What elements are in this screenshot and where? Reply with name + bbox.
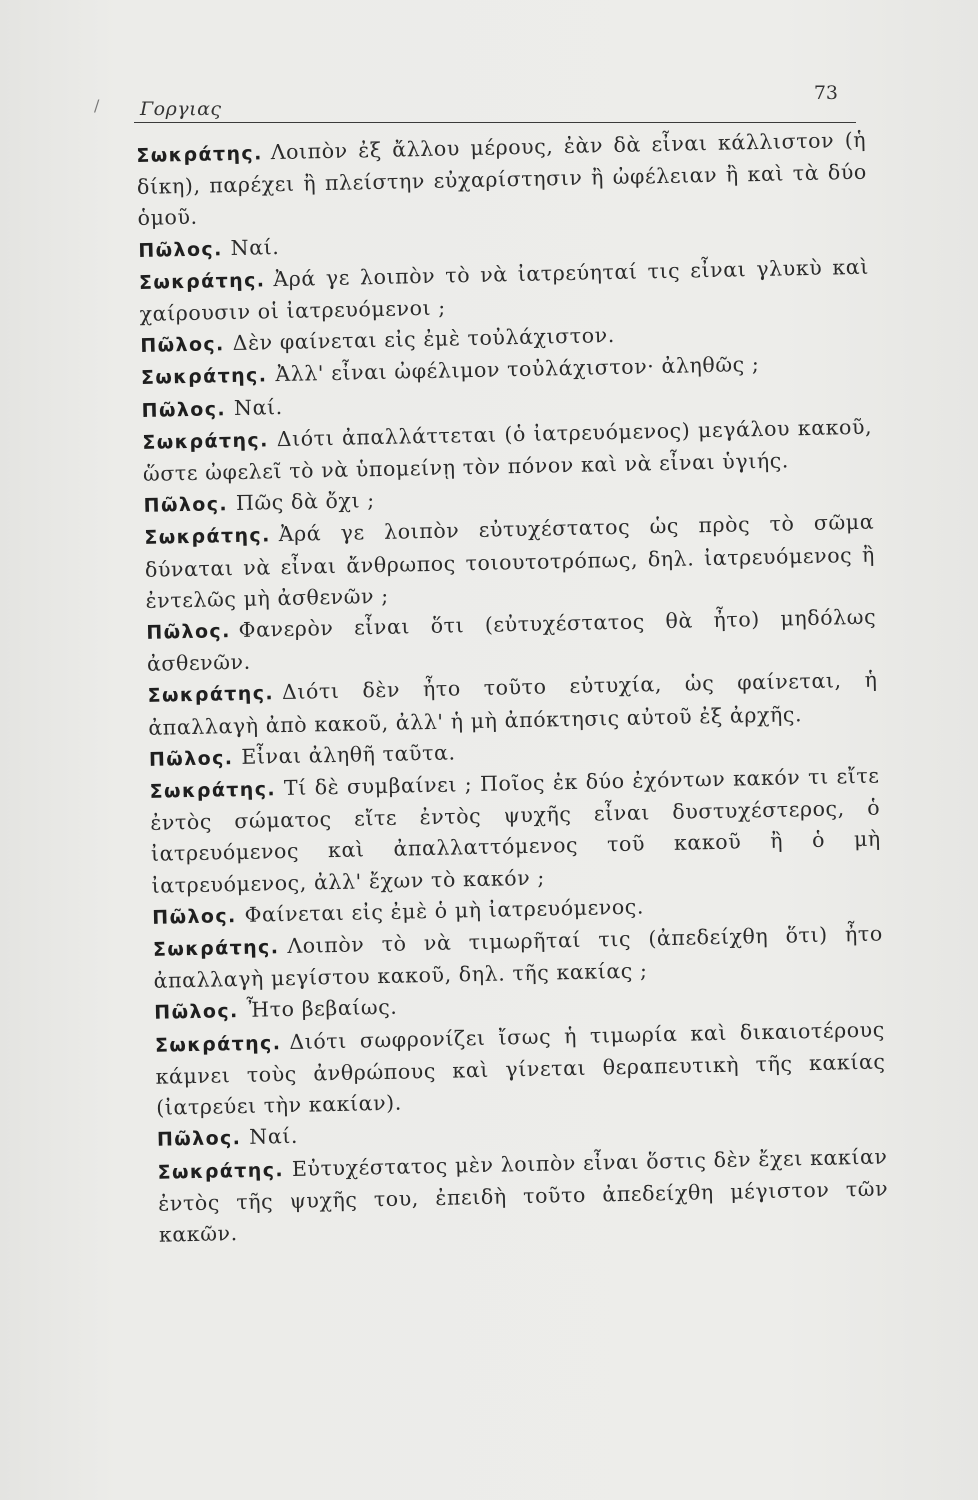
speaker-name: Πῶλος. bbox=[146, 620, 231, 644]
dialogue-turn bbox=[155, 1014, 887, 1124]
speech-text: Δὲν φαίνεται εἰς ἐμὲ τοὐλάχιστον. bbox=[232, 323, 616, 356]
speech-text: Τί δὲ συμβαίνει ; Ποῖος ἐκ δύο ἐχόντων κακόν τι εἴτε ἐντὸς σώματος εἴτε ἐντὸς ψυχῆς εἶναι δυστυχέστερος, ὁ ἰατρευόμενος καὶ ἀπαλλαττόμενος τοῦ κακοῦ ἢ ὁ μὴ ἰατρευόμενος, ἀλλ' ἔχων τὸ κακόν ; bbox=[150, 763, 882, 898]
speaker-name: Πῶλος. bbox=[156, 1127, 242, 1152]
speaker-name: Πῶλος. bbox=[154, 1000, 239, 1025]
speech-text: Εἶναι ἀληθῆ ταῦτα. bbox=[241, 740, 456, 769]
speech-text: Φανερὸν εἶναι ὅτι (εὐτυχέστατος θὰ ἦτο) μηδόλως ἀσθενῶν. bbox=[146, 604, 877, 677]
speech-text: Ναί. bbox=[233, 394, 283, 420]
speech-text: Πῶς δὰ ὄχι ; bbox=[235, 488, 375, 516]
speech-text: Λοιπὸν ἐξ ἄλλου μέρους, ἐὰν δὰ εἶναι κάλλιστον (ἡ δίκη), παρέχει ἢ πλείστην εὐχαρίστησιν ἢ ὠφέλειαν ἢ καὶ τὰ δύο ὁμοῦ. bbox=[136, 127, 868, 231]
speech-text: Λοιπὸν τὸ νὰ τιμωρῆταί τις (ἀπεδείχθη ὅτι) ἦτο ἀπαλλαγὴ μεγίστου κακοῦ, δηλ. τῆς κακίας ; bbox=[153, 921, 884, 994]
speaker-name: Σωκράτης. bbox=[144, 524, 271, 550]
speech-text: Διότι ἀπαλλάττεται (ὁ ἰατρευόμενος) μεγάλου κακοῦ, ὥστε ὠφελεῖ τὸ νὰ ὑπομείνῃ τὸν πόνον καὶ νὰ εἶναι ὑγιής. bbox=[142, 414, 873, 486]
speaker-name: Σωκράτης. bbox=[154, 1031, 282, 1057]
page-header bbox=[134, 82, 856, 123]
speech-text: Διότι δὲν ἦτο τοῦτο εὐτυχία, ὡς φαίνεται, ἡ ἀπαλλαγὴ ἀπὸ κακοῦ, ἀλλ' ἡ μὴ ἀπόκτησις αὐτοῦ ἐξ ἀρχῆς. bbox=[148, 668, 878, 740]
speech-text: Ἀλλ' εἶναι ὠφέλιμον τοὐλάχιστον· ἀληθῶς ; bbox=[275, 352, 760, 387]
speech-text: Ναί. bbox=[249, 1124, 299, 1150]
speech-text: Φαίνεται εἰς ἐμὲ ὁ μὴ ἰατρευόμενος. bbox=[244, 894, 645, 927]
speaker-name: Σωκράτης. bbox=[149, 778, 277, 803]
speaker-name: Σωκράτης. bbox=[152, 936, 280, 961]
running-title: Γοργιας bbox=[140, 98, 222, 120]
speaker-name: Πῶλος. bbox=[140, 333, 225, 358]
speaker-name: Σωκράτης. bbox=[140, 364, 268, 390]
dialogue-turn bbox=[157, 1141, 889, 1251]
speech-text: Εὐτυχέστατος μὲν λοιπὸν εἶναι ὅστις δὲν ἔχει κακίαν ἐντὸς τῆς ψυχῆς του, ἐπειδὴ τοῦτο ἀπεδείχθη μέγιστον τῶν κακῶν. bbox=[158, 1143, 889, 1247]
dialogue-turn bbox=[149, 761, 881, 902]
speech-text: Ναί. bbox=[230, 234, 280, 260]
stray-mark: / bbox=[94, 96, 100, 115]
speaker-name: Σωκράτης. bbox=[157, 1158, 285, 1184]
speaker-name: Πῶλος. bbox=[143, 493, 229, 518]
speaker-name: Σωκράτης. bbox=[136, 142, 263, 167]
dialogue-turn bbox=[136, 125, 868, 235]
dialogue-turn bbox=[144, 507, 876, 617]
speech-text: Διότι σωφρονίζει ἴσως ἡ τιμωρία καὶ δικαιοτέρους κάμνει τοὺς ἀνθρώπους καὶ γίνεται θεραπευτικὴ τῆς κακίας (ἰατρεύει τὴν κακίαν). bbox=[155, 1017, 886, 1120]
page-number: 73 bbox=[813, 82, 838, 104]
speech-text: Ἀρά γε λοιπὸν εὐτυχέστατος ὡς πρὸς τὸ σῶμα δύναται νὰ εἶναι ἄνθρωπος τοιουτοτρόπως, δηλ. ἰατρευόμενος ἢ ἐντελῶς μὴ ἀσθενῶν ; bbox=[144, 510, 876, 613]
speaker-name: Πῶλος. bbox=[148, 746, 234, 771]
speech-text: Ἦτο βεβαίως. bbox=[246, 995, 398, 1023]
speaker-name: Σωκράτης. bbox=[138, 269, 266, 294]
speech-text: Ἀρά γε λοιπὸν τὸ νὰ ἰατρεύηταί τις εἶναι γλυκὺ καὶ χαίρουσιν οἱ ἰατρευόμενοι ; bbox=[139, 254, 870, 326]
speaker-name: Πῶλος. bbox=[138, 237, 223, 262]
dialogue-text bbox=[136, 125, 889, 1251]
speaker-name: Σωκράτης. bbox=[147, 682, 275, 708]
speaker-name: Σωκράτης. bbox=[142, 429, 269, 454]
speaker-name: Πῶλος. bbox=[141, 397, 227, 422]
speaker-name: Πῶλος. bbox=[152, 904, 237, 929]
